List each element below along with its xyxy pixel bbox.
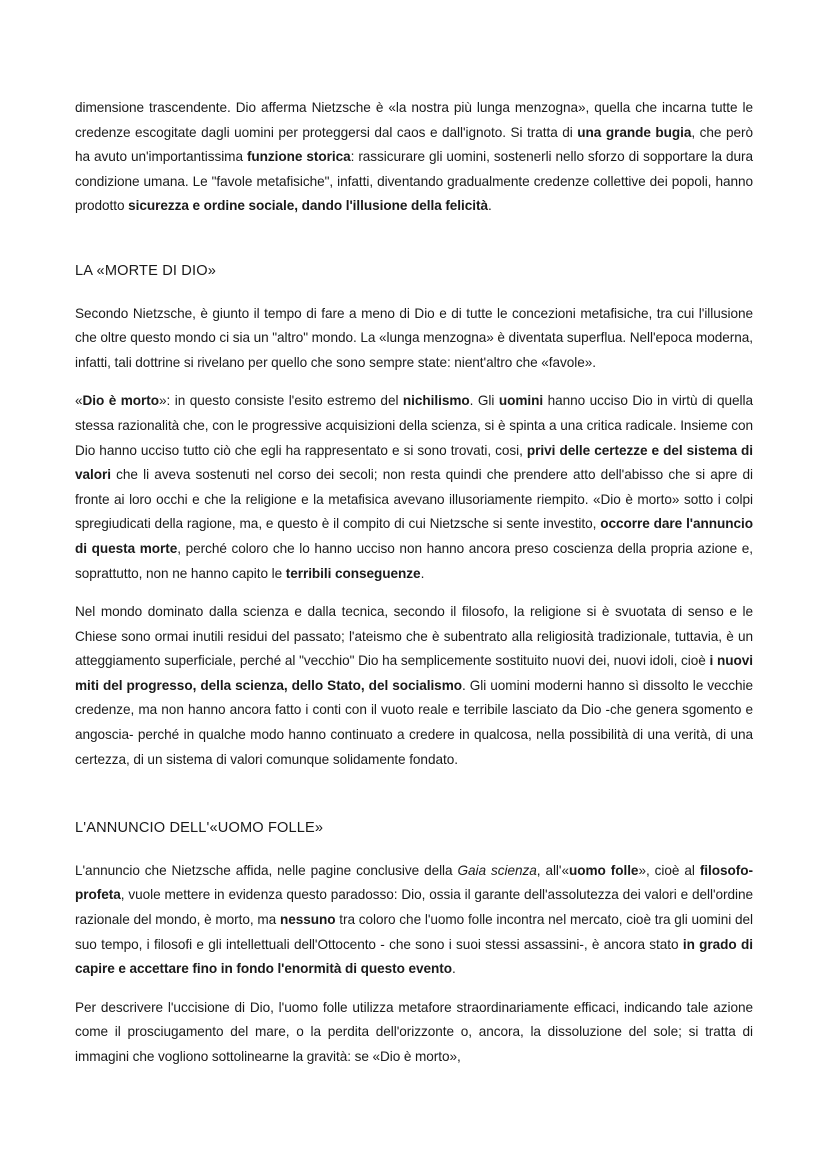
bold-run: in grado di capire e accettare fino in fondo l'enormità di questo evento — [75, 936, 753, 977]
text-run: « — [75, 393, 83, 409]
text-run: hanno ucciso Dio in virtù di quella stessa razionalità che, con le progressive acquisizioni della scienza, si è spinta a una critica radicale. Insieme con Dio hanno ucciso tutto ciò che egli ha rappresentato e si sono trovati, cosi, — [75, 393, 753, 458]
text-run: »: in questo consiste l'esito estremo del — [159, 393, 403, 409]
paragraph-intro — [75, 96, 753, 219]
text-run: tra coloro che l'uomo folle incontra nel mercato, cioè tra gli uomini del suo tempo, i filosofi e gli intellettuali dell'Ottocento - che sono i suoi stessi assassini-, è ancora stato — [75, 912, 753, 952]
bold-run: funzione storica — [246, 149, 351, 165]
text-run: che li aveva sostenuti nel corso dei secoli; non resta quindi che prendere atto dell'abisso che si apre di fronte ai loro occhi e che la religione e la metafisica avevano illusoriamente riempito. «Dio è morto» sotto i colpi spregiudicati della ragione, ma, e questo è il compito di cui Nietzsche si sente investito, — [75, 467, 753, 532]
text-run: », cioè al — [638, 862, 700, 878]
paragraph-scienza-tecnica — [75, 600, 753, 772]
text-run: L'annuncio che Nietzsche affida, nelle pagine conclusive della — [75, 862, 458, 878]
text-run: , perché coloro che lo hanno ucciso non hanno ancora preso coscienza della propria azione e, soprattutto, non ne hanno capito le — [75, 540, 753, 581]
spacer — [75, 982, 753, 996]
text-run: . — [452, 961, 456, 977]
bold-run: Dio è morto — [82, 393, 160, 409]
spacer — [75, 375, 753, 389]
paragraph-annuncio — [75, 859, 753, 982]
bold-run: occorre dare l'annuncio di questa morte — [75, 516, 754, 556]
bold-run: una grande bugia — [577, 124, 692, 140]
spacer — [75, 772, 753, 816]
bold-run: i nuovi miti del progresso, della scienza, dello Stato, del socialismo — [75, 653, 753, 693]
bold-run: nessuno — [279, 912, 336, 928]
bold-run: uomini — [498, 393, 544, 409]
bold-run: uomo folle — [568, 862, 639, 878]
text-run: . — [420, 565, 425, 581]
text-run: , che però ha avuto un'importantissima — [75, 124, 753, 165]
bold-run: privi delle certezze e del sistema di valori — [75, 442, 753, 483]
spacer — [75, 841, 753, 859]
bold-run: filosofo-profeta — [75, 862, 753, 903]
text-run: . Gli — [469, 393, 499, 409]
text-run: dimensione trascendente. Dio afferma Nietzsche è «la nostra più lunga menzogna», quella che incarna tutte le credenze escogitate dagli uomini per proteggersi dal caos e dall'ignoto. Si tratta di — [75, 100, 753, 140]
text-run: , vuole mettere in evidenza questo paradosso: Dio, ossia il garante dell'assolutezza dei valori e dell'ordine razionale del mondo, è morto, ma — [75, 887, 753, 928]
text-run: . — [488, 198, 492, 214]
section-heading-uomo-folle: L'ANNUNCIO DELL'«UOMO FOLLE» — [75, 820, 324, 837]
bold-run: nichilismo — [402, 393, 470, 409]
spacer — [75, 219, 753, 259]
text-run: Nel mondo dominato dalla scienza e dalla tecnica, secondo il filosofo, la religione si è svuotata di senso e le Chiese sono ormai inutili residui del passato; l'ateismo che è subentrato alla religiosità tradizionale, tuttavia, è un atteggiamento superficiale, perché al "vecchio" Dio ha semplicemente sostituito nuovi dei, nuovi idoli, cioè — [75, 604, 753, 669]
paragraph-secondo-nietzsche: Secondo Nietzsche, è giunto il tempo di fare a meno di Dio e di tutte le concezioni metafisiche, tra cui l'illusione che oltre questo mondo ci sia un "altro" mondo. La «lunga menzogna» è diventata superflua. Nell'epoca moderna, infatti, tali dottrine si rivelano per quello che sono sempre state: nient'altro che «favole». — [75, 305, 753, 370]
text-run: . Gli uomini moderni hanno sì dissolto le vecchie credenze, ma non hanno ancora fatto i conti con il vuoto reale e terribile lasciato da Dio -che genera sgomento e angoscia- perché in qualche modo hanno continuato a credere in qualcosa, nella possibilità di una verità, di una certezza, di un sistema di valori comunque solidamente fondato. — [75, 677, 754, 767]
bold-run: sicurezza e ordine sociale, dando l'illusione della felicità — [128, 198, 488, 214]
text-run: : rassicurare gli uomini, sostenerli nello sforzo di sopportare la dura condizione umana. Le "favole metafisiche", infatti, diventando gradualmente credenze collettive dei popoli, hanno prodotto — [75, 149, 753, 214]
section-heading-morte-di-dio: LA «MORTE DI DIO» — [75, 262, 216, 279]
document-body — [75, 96, 753, 1070]
spacer — [75, 586, 753, 600]
text-run: , all'« — [536, 862, 569, 878]
bold-run: terribili conseguenze — [285, 565, 421, 581]
italic-run-gaia-scienza: Gaia scienza — [457, 862, 537, 878]
paragraph-dio-e-morto — [75, 389, 753, 586]
spacer — [75, 284, 753, 302]
paragraph-metafore: Per descrivere l'uccisione di Dio, l'uomo folle utilizza metafore straordinariamente efficaci, indicando tale azione come il prosciugamento del mare, o la perdita dell'orizzonte o, ancora, la dissoluzione del sole; si tratta di immagini che vogliono sottolinearne la gravità: se «Dio è morto», — [75, 999, 753, 1064]
